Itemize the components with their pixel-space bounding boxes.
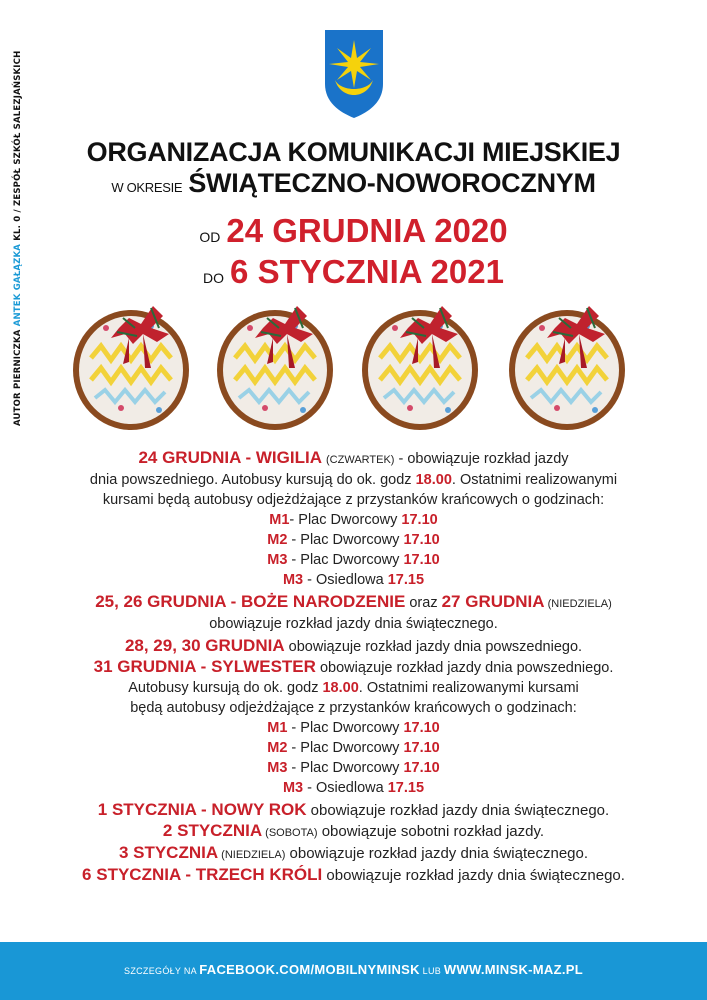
city-crest-icon <box>323 28 385 120</box>
date-to-value: 6 STYCZNIA 2021 <box>230 253 504 290</box>
date-from-value: 24 GRUDNIA 2020 <box>226 212 508 249</box>
row-line: M3 <box>267 552 288 568</box>
section3-line4: będą autobusy odjeżdżające z przystanków krańcowych o godzinach: <box>130 700 577 716</box>
section1-line1 <box>40 448 667 470</box>
row-stop: - Osiedlowa <box>303 780 388 796</box>
section4-r4-head: 6 STYCZNIA - TRZECH KRÓLI <box>82 865 323 884</box>
row-time: 17.15 <box>387 780 425 796</box>
section1-l2b: . Ostatnimi realizowanymi <box>451 472 618 488</box>
section3-line2 <box>40 657 667 678</box>
section1-time: 18.00 <box>415 472 452 488</box>
date-from-prefix: OD <box>199 229 221 245</box>
section3-row <box>40 738 667 758</box>
row-time: 17.15 <box>387 572 425 588</box>
section1-row <box>40 550 667 570</box>
row-time: 17.10 <box>403 552 440 568</box>
row-stop: - Osiedlowa <box>303 572 388 588</box>
section2-oraz: oraz <box>405 595 442 611</box>
row-stop: - Plac Dworcowy <box>287 532 404 548</box>
date-from <box>0 212 707 250</box>
section2-head-b: 27 GRUDNIA <box>441 592 545 611</box>
section3-time: 18.00 <box>322 680 359 696</box>
title-line-1: ORGANIZACJA KOMUNIKACJI MIEJSKIEJ <box>86 137 621 167</box>
section4-row3 <box>40 843 667 865</box>
section1-row <box>40 510 667 530</box>
footer-facebook-link[interactable]: FACEBOOK.COM/MOBILNYMINSK <box>199 962 420 977</box>
row-time: 17.10 <box>403 532 440 548</box>
row-stop: - Plac Dworcowy <box>287 740 404 756</box>
section4-r1-tail: obowiązuje rozkład jazdy dnia świątecznego. <box>306 802 610 819</box>
section1-row <box>40 570 667 590</box>
section2-line1 <box>40 592 667 614</box>
row-time: 17.10 <box>403 740 440 756</box>
title-line-2-prefix: W OKRESIE <box>111 180 183 195</box>
section3-tail1: obowiązuje rozkład jazdy dnia powszedniego. <box>284 639 583 655</box>
section4-r4-tail: obowiązuje rozkład jazdy dnia świątecznego. <box>322 867 625 884</box>
credit-author: ANTEK GAŁĄZKA <box>13 243 23 327</box>
row-line: M2 <box>267 740 288 756</box>
section3-line1 <box>40 636 667 657</box>
section4-r2-tail: obowiązuje sobotni rozkład jazdy. <box>317 823 545 840</box>
section1-line3: kursami będą autobusy odjeżdżające z przystanków krańcowych o godzinach: <box>102 492 605 508</box>
section1-row <box>40 530 667 550</box>
section1-line2 <box>40 470 667 490</box>
row-time: 17.10 <box>401 512 438 528</box>
section4-row4 <box>40 865 667 886</box>
section4-r1-head: 1 STYCZNIA - NOWY ROK <box>97 800 307 819</box>
section2-head-a: 25, 26 GRUDNIA - BOŻE NARODZENIE <box>95 592 406 611</box>
section1-tail: - obowiązuje rozkład jazdy <box>394 451 569 467</box>
footer-website-link[interactable]: WWW.MINSK-MAZ.PL <box>443 962 583 977</box>
row-line: M1 <box>267 720 288 736</box>
footer-or: LUB <box>419 966 444 976</box>
section1-l2a: dnia powszedniego. Autobusy kursują do ok. godz <box>89 472 416 488</box>
row-stop: - Plac Dworcowy <box>287 760 404 776</box>
row-line: M3 <box>282 572 304 588</box>
section4-r3-tail: obowiązuje rozkład jazdy dnia świątecznego. <box>285 845 589 862</box>
row-stop: - Plac Dworcowy <box>287 552 404 568</box>
section4-r2-day: (SOBOTA) <box>262 827 318 839</box>
section3-l3b: . Ostatnimi realizowanymi kursami <box>358 680 579 696</box>
section4-r2-head: 2 STYCZNIA <box>162 821 263 840</box>
section4-row2 <box>40 821 667 843</box>
title-line-2 <box>0 168 707 199</box>
row-line: M1 <box>269 512 290 528</box>
section1-day: (CZWARTEK) <box>326 454 395 466</box>
row-stop: - Plac Dworcowy <box>287 720 404 736</box>
section3-row <box>40 718 667 738</box>
title-line-2-main: ŚWIĄTECZNO-NOWOROCZNYM <box>188 168 596 198</box>
date-to-prefix: DO <box>203 270 225 286</box>
row-time: 17.10 <box>403 760 440 776</box>
row-line: M2 <box>267 532 288 548</box>
section3-head1: 28, 29, 30 GRUDNIA <box>124 636 285 655</box>
section4-row1 <box>40 800 667 821</box>
row-line: M3 <box>267 760 288 776</box>
footer-text <box>0 962 707 977</box>
gingerbread-cookies-image <box>0 298 707 448</box>
section3-l3a: Autobusy kursują do ok. godz <box>128 680 323 696</box>
date-to <box>0 253 707 291</box>
row-time: 17.10 <box>403 720 440 736</box>
row-line: M3 <box>282 780 304 796</box>
section2-line2: obowiązuje rozkład jazdy dnia świątecznego. <box>209 616 498 632</box>
section4-r3-day: (NIEDZIELA) <box>218 849 286 861</box>
schedule-body <box>40 448 667 886</box>
footer-bar <box>0 942 707 1000</box>
section3-line3 <box>40 678 667 698</box>
section2-day: (NIEDZIELA) <box>544 598 612 610</box>
section4-r3-head: 3 STYCZNIA <box>118 843 219 862</box>
footer-prefix: SZCZEGÓŁY NA <box>124 966 200 976</box>
section3-tail2: obowiązuje rozkład jazdy dnia powszedniego. <box>315 660 614 676</box>
row-stop: - Plac Dworcowy <box>289 512 402 528</box>
section3-row <box>40 778 667 798</box>
section1-head: 24 GRUDNIA - WIGILIA <box>138 448 322 467</box>
credit-suffix: KL. 0 / ZESPÓŁ SZKÓŁ SALEZJAŃSKICH <box>13 50 23 244</box>
section3-head2: 31 GRUDNIA - SYLWESTER <box>93 657 316 676</box>
credit-prefix: AUTOR PIERNICZKA <box>13 326 23 426</box>
section3-row <box>40 758 667 778</box>
